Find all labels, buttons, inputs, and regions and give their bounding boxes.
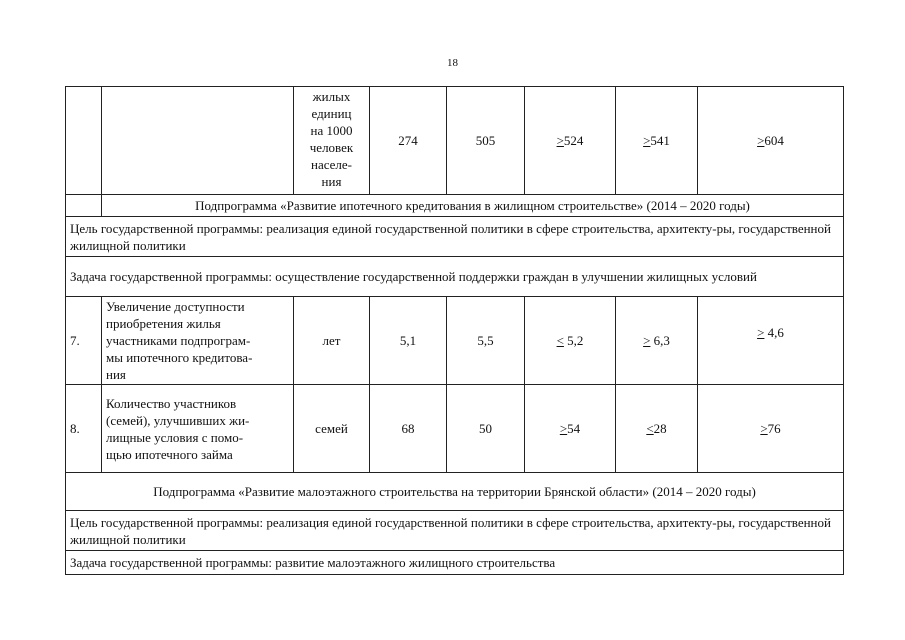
- table-row: [66, 297, 844, 385]
- cell-value: > 4,6: [698, 297, 844, 385]
- task-text: Задача государственной программы: развитие малоэтажного жилищного строительства: [66, 551, 844, 575]
- cell-value: 274: [370, 87, 447, 195]
- op-sign: >: [643, 333, 651, 348]
- row-unit: семей: [294, 385, 370, 473]
- cell-value: <28: [616, 385, 698, 473]
- name-line: щью ипотечного займа: [106, 446, 233, 462]
- subprogram-title: Подпрограмма «Развитие малоэтажного строительства на территории Брянской области» (2014 – 2020 годы): [66, 473, 844, 511]
- subprogram-row: [66, 195, 844, 217]
- cell-value: >54: [525, 385, 616, 473]
- cell-value: > 6,3: [616, 297, 698, 385]
- cell-value: >524: [525, 87, 616, 195]
- subprogram-title: Подпрограмма «Развитие ипотечного кредитования в жилищном строительстве» (2014 – 2020 годы): [102, 195, 844, 217]
- unit-line: на 1000: [310, 123, 353, 138]
- unit-line: населе-: [310, 157, 352, 172]
- op-sign: >: [760, 421, 768, 436]
- cell-value: 5,5: [447, 297, 525, 385]
- op-sign: >: [757, 325, 765, 340]
- unit-line: единиц: [311, 106, 352, 121]
- unit-line: ния: [321, 174, 342, 189]
- goal-row: [66, 511, 844, 551]
- row-number: 7.: [66, 297, 102, 385]
- row-name: [102, 297, 294, 385]
- task-row: [66, 257, 844, 297]
- name-line: приобретения жилья: [106, 316, 221, 331]
- name-line: Количество участников: [106, 395, 237, 411]
- cell-num: [66, 87, 102, 195]
- name-line: Увеличение доступности: [106, 299, 245, 314]
- name-line: участниками подпрограм-: [106, 333, 251, 348]
- goal-text: Цель государственной программы: реализация единой государственной политики в сфере строительства, архитекту-ры, государственной жилищной политики: [66, 511, 844, 551]
- row-name: [102, 385, 294, 473]
- goal-row: [66, 217, 844, 257]
- subprogram-row: [66, 473, 844, 511]
- table-row-continued: [66, 87, 844, 195]
- task-row: [66, 551, 844, 575]
- cell-value: 505: [447, 87, 525, 195]
- goal-text: Цель государственной программы: реализация единой государственной политики в сфере строительства, архитекту-ры, государственной жилищной политики: [66, 217, 844, 257]
- op-sign: >: [559, 421, 568, 436]
- op-sign: >: [643, 133, 651, 148]
- op-sign: >: [556, 133, 564, 148]
- op-sign: <: [556, 333, 564, 348]
- op-sign: >: [757, 133, 765, 148]
- unit-line: человек: [309, 140, 354, 155]
- cell-value: >541: [616, 87, 698, 195]
- cell-value: 50: [447, 385, 525, 473]
- name-line: мы ипотечного кредитова-: [106, 350, 253, 365]
- name-line: (семей), улучшивших жи-: [106, 412, 250, 428]
- indicators-table: [65, 86, 844, 575]
- row-unit: лет: [294, 297, 370, 385]
- row-number: 8.: [66, 385, 102, 473]
- table-row: [66, 385, 844, 473]
- unit-line: жилых: [312, 89, 351, 104]
- cell-value: >76: [698, 385, 844, 473]
- name-line: лищные условия с помо-: [106, 429, 244, 445]
- cell-unit: [294, 87, 370, 195]
- task-text: Задача государственной программы: осуществление государственной поддержки граждан в улучшении жилищных условий: [66, 257, 844, 297]
- cell-value: < 5,2: [525, 297, 616, 385]
- cell-name: [102, 87, 294, 195]
- cell-value: >604: [698, 87, 844, 195]
- cell-value: 68: [370, 385, 447, 473]
- name-line: ния: [106, 367, 126, 382]
- cell-value: 5,1: [370, 297, 447, 385]
- op-sign: <: [646, 421, 654, 436]
- page-number: 18: [447, 57, 458, 69]
